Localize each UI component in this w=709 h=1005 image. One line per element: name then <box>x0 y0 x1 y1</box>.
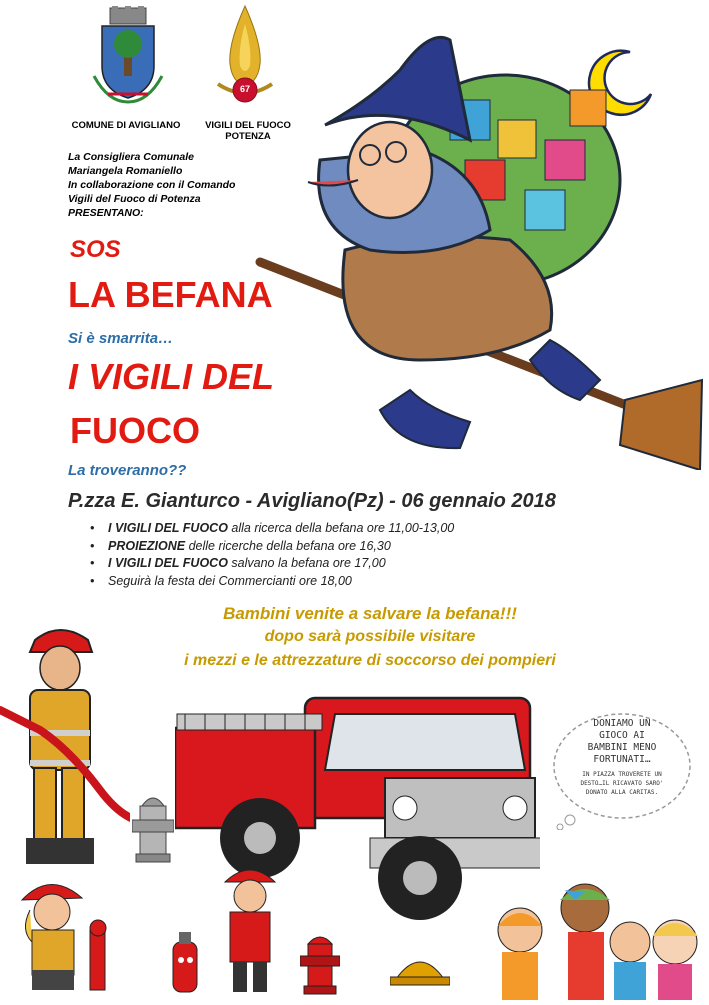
event-item <box>90 573 454 591</box>
vvf-caption-line2: POTENZA <box>225 131 271 142</box>
event-item-text: salvano la befana ore 17,00 <box>227 556 386 570</box>
bubble-big-line: FORTUNATI… <box>593 754 651 765</box>
event-item-text: Seguirà la festa dei Commercianti ore 18,00 <box>108 573 352 588</box>
bubble-big-line: BAMBINI MENO <box>587 742 657 753</box>
fire-hydrant <box>132 790 174 865</box>
comune-caption: COMUNE DI AVIGLIANO <box>71 120 181 131</box>
event-item-bold: I VIGILI DEL FUOCO <box>108 556 228 570</box>
venue-date: P.zza E. Gianturco - Avigliano(Pz) - 06 gennaio 2018 <box>68 490 556 512</box>
intro-line: Mariangela Romaniello <box>68 165 183 177</box>
vvf-caption-line1: VIGILI DEL FUOCO <box>205 120 291 131</box>
event-item-text: alla ricerca della befana ore 11,00-13,00 <box>227 521 455 535</box>
headline-vigili-line2: FUOCO <box>70 410 200 451</box>
event-item-bold: I VIGILI DEL FUOCO <box>108 521 228 535</box>
donation-bubble <box>550 710 695 830</box>
fire-extinguisher <box>165 930 205 995</box>
bubble-big-line: GIOCO AI <box>599 730 645 741</box>
intro-line: PRESENTANO: <box>68 207 144 219</box>
headline-befana: LA BEFANA <box>68 274 273 315</box>
headline-troveranno: La troveranno?? <box>68 462 187 479</box>
bubble-small-line: IN PIAZZA TROVERETE UN <box>582 771 662 778</box>
vvf-badge-number: 67 <box>239 84 250 94</box>
bubble-big-line: DONIAMO UN <box>593 718 651 729</box>
event-item <box>90 520 454 538</box>
intro-text <box>68 150 235 220</box>
child-firefighter <box>215 858 285 998</box>
headline-sos: SOS <box>70 236 121 263</box>
intro-line: La Consigliera Comunale <box>68 151 195 163</box>
bubble-small-line: DONATO ALLA CARITAS. <box>585 789 659 796</box>
event-item <box>90 555 454 573</box>
headline-vigili-line1: I VIGILI DEL <box>68 356 275 397</box>
headline-smarrita: Si è smarrita… <box>68 330 174 347</box>
callout-line2: dopo sarà possibile visitare <box>264 628 476 645</box>
bubble-small-line: DESTO…IL RICAVATO SARO' <box>580 780 664 787</box>
bubble-text <box>562 718 682 797</box>
happy-children <box>480 870 709 1000</box>
firefighter-helmet <box>390 945 450 990</box>
callout-line3: i mezzi e le attrezzature di soccorso dei pompieri <box>184 652 556 669</box>
comune-crest <box>88 6 168 106</box>
fire-hydrant <box>300 930 340 995</box>
firefighter-with-hose <box>0 620 130 875</box>
intro-line: Vigili del Fuoco di Potenza <box>68 193 201 205</box>
intro-line: In collaborazione con il Comando <box>68 179 236 191</box>
event-item <box>90 538 454 556</box>
event-item-text: delle ricerche della befana ore 16,30 <box>185 538 391 553</box>
event-list <box>90 520 454 590</box>
child-firefighter <box>10 870 130 995</box>
befana-witch-on-broom <box>250 30 705 470</box>
callout-line1: Bambini venite a salvare la befana!!! <box>223 604 517 623</box>
event-item-bold: PROIEZIONE <box>108 538 186 553</box>
